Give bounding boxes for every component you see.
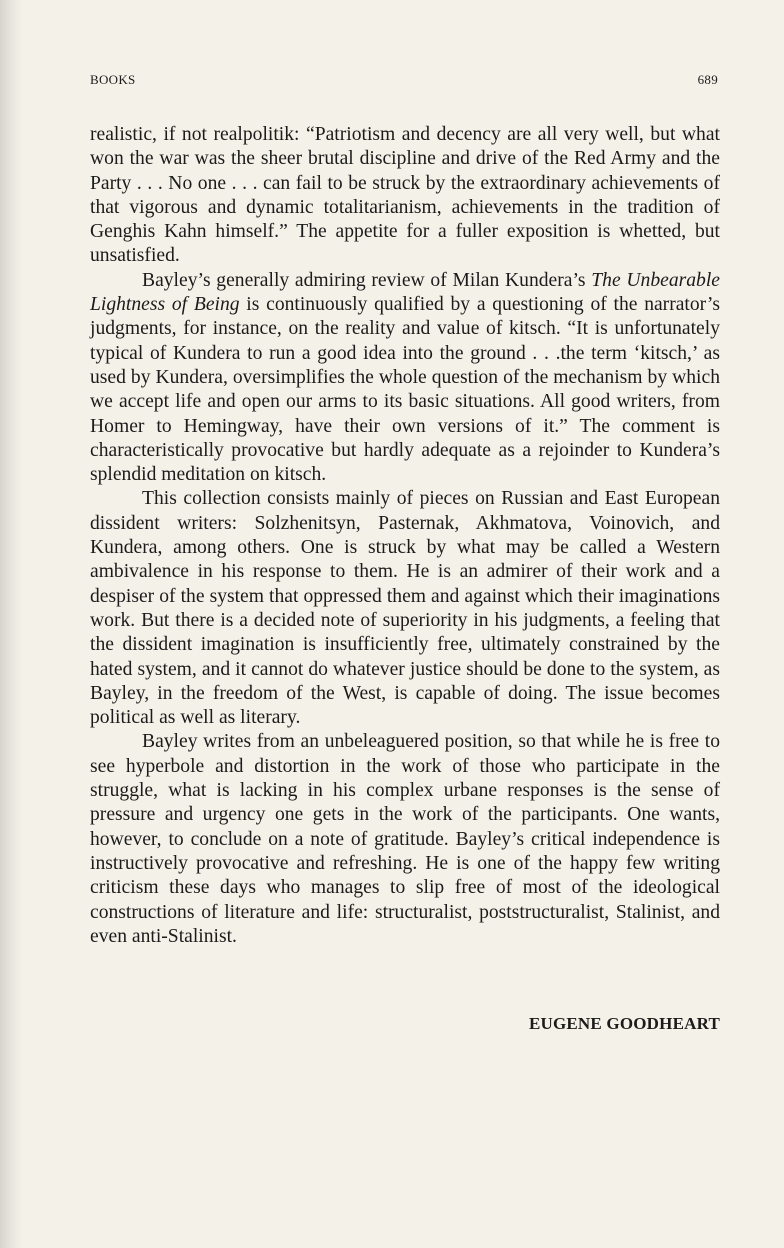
running-head (90, 72, 718, 90)
paragraph-1 (90, 123, 720, 269)
binding-shadow (0, 0, 22, 1248)
paragraph-2 (90, 269, 720, 488)
book-title: The Unbearable Lightness of Being (90, 269, 720, 316)
paragraph-3 (90, 487, 720, 730)
article-body (90, 123, 720, 949)
paragraph-2-text-end: is continuously qualified by a questioning of the narrator’s judgments, for instance, on the reality and value of kitsch. “It is unfortunately typical of Kundera to run a good idea into the ground . . .the term ‘kitsch,’ as used by Kundera, oversimplifies the whole question of the mechanism by which we accept life and open our arms to its basic situations. All good writers, from Homer to Hemingway, have their own versions of it.” The comment is characteristically provocative but hardly adequate as a rejoinder to Kundera’s splendid meditation on kitsch. (90, 294, 720, 486)
paragraph-4 (90, 730, 720, 949)
running-head-section: BOOKS (90, 72, 136, 87)
page-number: 689 (697, 72, 718, 87)
paragraph-2-text-start: Bayley’s generally admiring review of Milan Kundera’s (142, 269, 592, 291)
paragraph-3-text: This collection consists mainly of pieces on Russian and East European dissident writers: Solzhenitsyn, Pasternak, Akhmatova, Voinovich, and Kundera, among others. One is struck by what may be called a Western ambivalence in his response to them. He is an admirer of their work and a despiser of the system that oppressed them and against which their imaginations work. But there is a decided note of superiority in his judgments, a feeling that the dissident imagination is insufficiently free, ultimately constrained by the hated system, and it cannot do whatever justice should be done to the system, as Bayley, in the freedom of the West, is capable of doing. The issue becomes political as well as literary. (90, 488, 720, 729)
author-signature: EUGENE GOODHEART (528, 1014, 720, 1033)
paragraph-1-text: realistic, if not realpolitik: “Patriotism and decency are all very well, but what won the war was the sheer brutal discipline and drive of the Red Army and the Party . . . No one . . . can fail to be struck by the extraordinary achievements of that vigorous and dynamic totalitarianism, achievements in the tradition of Genghis Kahn himself.” The appetite for a fuller exposition is whetted, but unsatisfied. (90, 124, 720, 267)
paragraph-4-text: Bayley writes from an unbeleaguered position, so that while he is free to see hyperbole and distortion in the work of those who participate in the struggle, what is lacking in his complex urbane responses is the sense of pressure and urgency one gets in the work of the participants. One wants, however, to conclude on a note of gratitude. Bayley’s critical independence is instructively provocative and refreshing. He is one of the happy few writing criticism these days who manages to slip free of most of the ideological constructions of literature and life: structuralist, poststructuralist, Stalinist, and even anti-Stalinist. (90, 731, 720, 947)
